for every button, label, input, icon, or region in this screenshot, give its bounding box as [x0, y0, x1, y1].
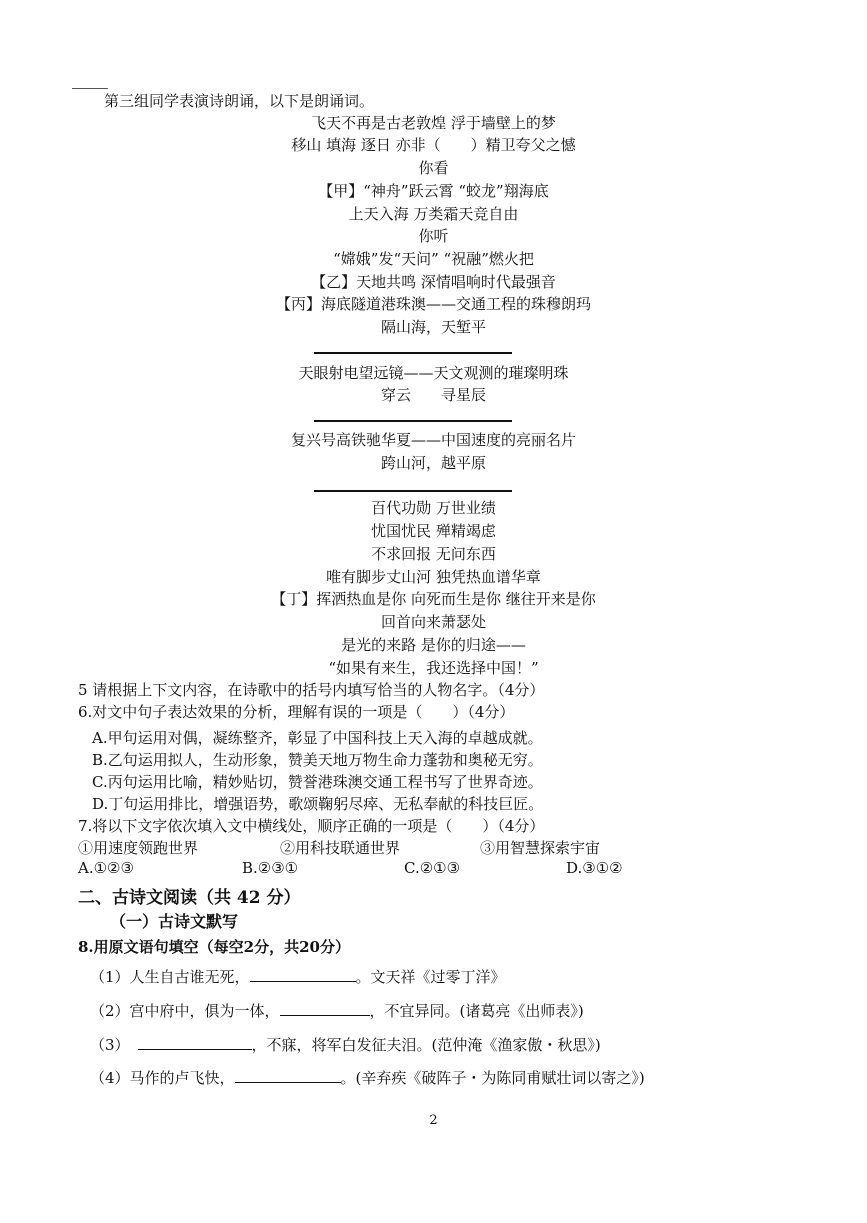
- question-7-option-b: B.②③①: [242, 859, 299, 877]
- answer-blank-2[interactable]: [280, 1001, 370, 1016]
- item-2-suffix: ，不宜异同。(诸葛亮《出师表》): [369, 1002, 584, 1020]
- question-6-stem: 6.对文中句子表达效果的分析，理解有误的一项是（ ）（4分）: [78, 703, 515, 721]
- poem-line: 不求回报 无问东西: [371, 545, 496, 563]
- poem-line: 复兴号高铁驰华夏——中国速度的亮丽名片: [290, 431, 576, 449]
- poem-line: 穿云 寻星辰: [380, 386, 486, 404]
- question-7-phrase-3: ③用智慧探索宇宙: [480, 839, 601, 857]
- poem-line: 回首向来萧瑟处: [380, 613, 486, 631]
- poem-line: 【甲】“神舟”跃云霄 “蛟龙”翔海底: [318, 182, 549, 200]
- question-6-option-c: C.丙句运用比喻，精妙贴切，赞誉港珠澳交通工程书写了世界奇迹。: [92, 773, 543, 791]
- item-4-suffix: 。(辛弃疾《破阵子・为陈同甫赋壮词以寄之》): [340, 1069, 645, 1087]
- poem-line: 移山 填海 逐日 亦非（ ）精卫夸父之憾: [291, 136, 576, 154]
- question-7-option-a: A.①②③: [78, 859, 134, 877]
- item-4-prefix: （4）马作的卢飞快，: [90, 1069, 235, 1087]
- scan-mark: [72, 88, 108, 89]
- poem-line: 跨山河，越平原: [380, 454, 486, 472]
- question-6-option-a: A.甲句运用对偶，凝练整齐，彰显了中国科技上天入海的卓越成就。: [92, 729, 543, 747]
- answer-blank-1[interactable]: [250, 967, 356, 982]
- question-7-stem: 7.将以下文字依次填入文中横线处，顺序正确的一项是（ ）（4分）: [78, 817, 545, 835]
- question-6-option-d: D.丁句运用排比，增强语势，歌颂鞠躬尽瘁、无私奉献的科技巨匠。: [92, 795, 544, 813]
- poem-line: 忧国忧民 殚精竭虑: [371, 522, 496, 540]
- question-8-item-1: [90, 966, 506, 987]
- question-5: 5 请根据上下文内容，在诗歌中的括号内填写恰当的人物名字。（4分）: [78, 681, 545, 699]
- question-6-option-b: B.乙句运用拟人，生动形象，赞美天地万物生命力蓬勃和奥秘无穷。: [92, 751, 543, 769]
- question-7-phrase-2: ②用科技联通世界: [280, 839, 401, 857]
- answer-blank-4[interactable]: [235, 1068, 341, 1083]
- question-8-item-4: [90, 1067, 645, 1088]
- poem-line: 上天入海 万类霜天竞自由: [348, 205, 519, 223]
- poem-line: 是光的来路 是你的归途——: [341, 636, 526, 654]
- item-2-prefix: （2）宫中府中，俱为一体，: [90, 1002, 280, 1020]
- question-8-item-3: [90, 1034, 601, 1055]
- question-7-option-c: C.②①③: [404, 859, 461, 877]
- poem-line: 天眼射电望远镜——天文观测的璀璨明珠: [298, 364, 569, 382]
- poem-line: 【乙】天地共鸣 深情唱响时代最强音: [311, 273, 556, 291]
- section-heading: 二、古诗文阅读（共 42 分）: [78, 888, 301, 908]
- item-3-suffix: ，不寐，将军白发征夫泪。(范仲淹《渔家傲・秋思》): [251, 1036, 601, 1054]
- poem-line: 你看: [418, 159, 449, 177]
- answer-blank-3[interactable]: [138, 1035, 252, 1050]
- intro-line: 第三组同学表演诗朗诵，以下是朗诵词。: [104, 92, 375, 110]
- item-1-suffix: 。文天祥《过零丁洋》: [355, 968, 506, 986]
- poem-line: “如果有来生，我还选择中国！”: [328, 659, 539, 677]
- item-3-prefix: （3）: [90, 1036, 130, 1054]
- question-7-option-d: D.③①②: [566, 859, 623, 877]
- poem-line: “嫦娥”发“天问” “祝融”燃火把: [333, 250, 534, 268]
- subsection-heading: （一）古诗文默写: [110, 912, 239, 931]
- poem-line: 飞天不再是古老敦煌 浮于墙壁上的梦: [311, 114, 556, 132]
- fill-blank-line-2: [314, 420, 512, 422]
- poem-line: 隔山海，天堑平: [380, 318, 486, 336]
- poem-line: 【丁】挥洒热血是你 向死而生是你 继往开来是你: [271, 590, 596, 608]
- item-1-prefix: （1）人生自古谁无死，: [90, 968, 250, 986]
- poem-line: 唯有脚步丈山河 独凭热血谱华章: [326, 568, 541, 586]
- question-8-item-2: [90, 1000, 584, 1021]
- question-8-stem: 8.用原文语句填空（每空2分，共20分）: [78, 938, 350, 956]
- poem-line: 百代功勋 万世业绩: [371, 499, 496, 517]
- poem-line: 你听: [418, 227, 449, 245]
- fill-blank-line-3: [314, 490, 512, 492]
- fill-blank-line-1: [314, 352, 512, 354]
- question-7-phrase-1: ①用速度领跑世界: [78, 839, 199, 857]
- page-number: 2: [429, 1113, 438, 1128]
- poem-line: 【丙】海底隧道港珠澳——交通工程的珠穆朗玛: [275, 295, 591, 313]
